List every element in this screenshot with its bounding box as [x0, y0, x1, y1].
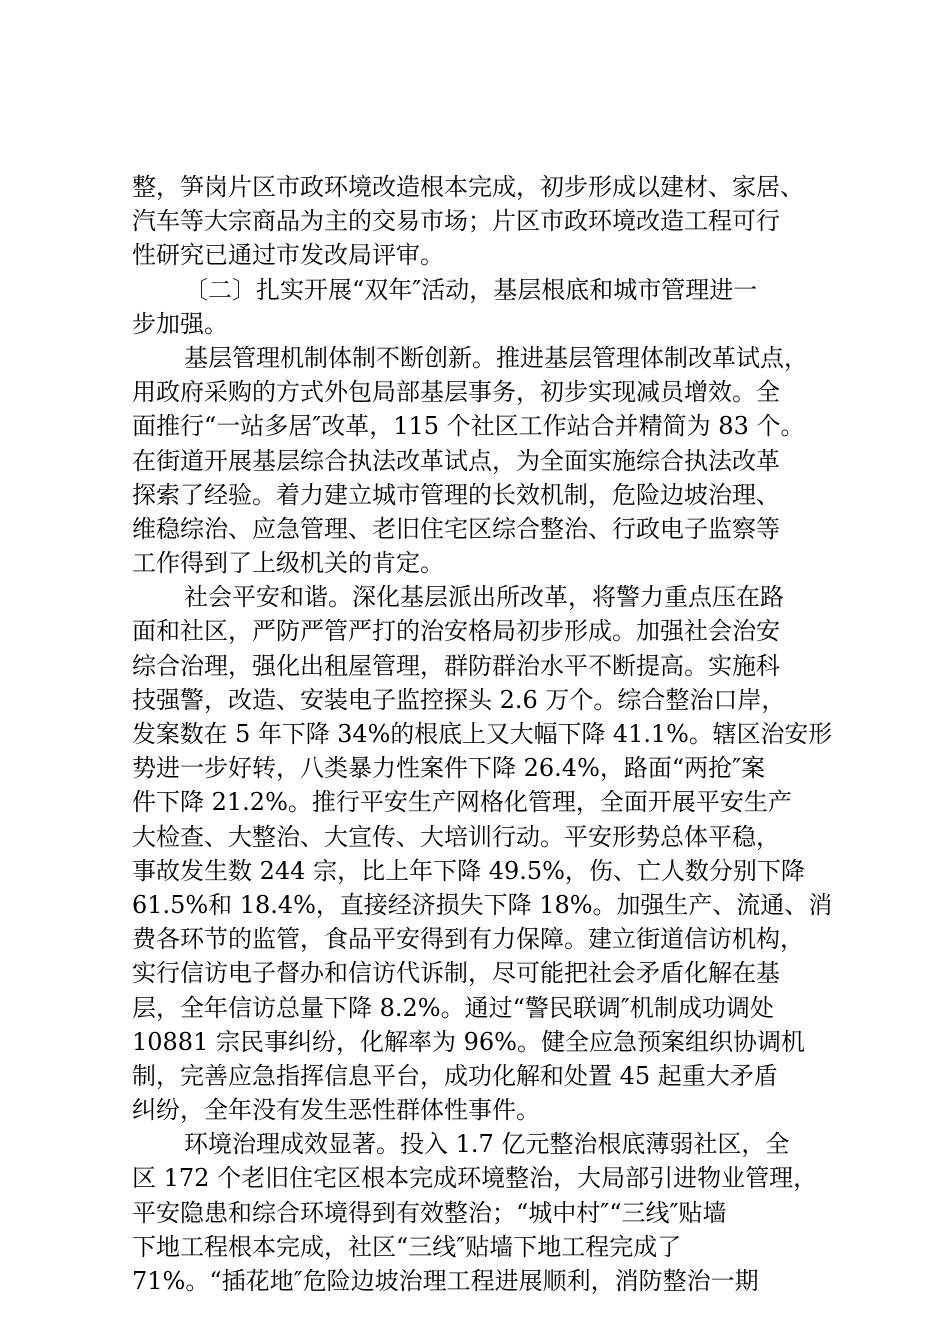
- text-line: 汽车等大宗商品为主的交易市场；片区市政环境改造工程可行: [132, 207, 780, 236]
- text-line: 区 172 个老旧住宅区根本完成环境整治，大局部引进物业管理，: [132, 1164, 818, 1193]
- text-line: 层，全年信访总量下降 8.2%。通过“警民联调″机制成功调处: [132, 993, 774, 1022]
- text-line: 用政府采购的方式外包局部基层事务，初步实现减员增效。全: [132, 378, 780, 407]
- text-line: 费各环节的监管，食品平安得到有力保障。建立街道信访机构，: [132, 925, 804, 954]
- text-line: 61.5%和 18.4%，直接经济损失下降 18%。加强生产、流通、消: [132, 890, 833, 919]
- text-line: 实行信访电子督办和信访代诉制，尽可能把社会矛盾化解在基: [132, 959, 780, 988]
- text-line: 整，笋岗片区市政环境改造根本完成，初步形成以建材、家居、: [132, 173, 804, 201]
- text-line: 维稳综治、应急管理、老旧住宅区综合整治、行政电子监察等: [132, 514, 780, 543]
- text-line: 环境治理成效显著。投入 1.7 亿元整治根底薄弱社区，全: [184, 1130, 790, 1159]
- text-line: 事故发生数 244 宗，比上年下降 49.5%，伤、亡人数分别下降: [132, 856, 805, 885]
- text-line: 71%。“插花地″危险边坡治理工程进展顺利，消防整治一期: [132, 1267, 759, 1295]
- text-line: 探索了经验。着力建立城市管理的长效机制，危险边坡治理、: [132, 480, 780, 509]
- text-line: 在街道开展基层综合执法改革试点，为全面实施综合执法改革: [132, 446, 780, 475]
- text-line: 纠纷，全年没有发生恶性群体性事件。: [132, 1096, 540, 1125]
- text-line: 社会平安和谐。深化基层派出所改革，将警力重点压在路: [184, 583, 784, 612]
- text-line: 技强警，改造、安装电子监控探头 2.6 万个。综合整治口岸，: [132, 685, 786, 714]
- text-line: 大检查、大整治、大宣传、大培训行动。平安形势总体平稳，: [132, 822, 780, 851]
- text-line: 综合治理，强化出租屋管理，群防群治水平不断提高。实施科: [132, 651, 780, 680]
- text-line: 制，完善应急指挥信息平台，成功化解和处置 45 起重大矛盾: [132, 1061, 778, 1090]
- body-text: [132, 170, 832, 1298]
- text-line: 件下降 21.2%。推行平安生产网格化管理，全面开展平安生产: [132, 788, 792, 817]
- text-line: 势进一步好转，八类暴力性案件下降 26.4%，路面“两抢″案: [132, 754, 766, 783]
- text-line: 性研究已通过市发改局评审。: [132, 241, 444, 270]
- text-line: 面和社区，严防严管严打的治安格局初步形成。加强社会治安: [132, 617, 780, 646]
- text-line: 10881 宗民事纠纷，化解率为 96%。健全应急预案组织协调机: [132, 1027, 805, 1056]
- text-line: 〔二〕扎实开展“双年″活动，基层根底和城市管理进一: [184, 275, 758, 304]
- text-line: 面推行“一站多居″改革，115 个社区工作站合并精简为 83 个。: [132, 412, 805, 441]
- text-line: 步加强。: [132, 309, 228, 338]
- text-line: 基层管理机制体制不断创新。推进基层管理体制改革试点，: [184, 343, 808, 372]
- text-line: 发案数在 5 年下降 34%的根底上又大幅下降 41.1%。辖区治安形: [132, 720, 833, 748]
- text-line: 下地工程根本完成，社区“三线″贴墙下地工程完成了: [132, 1232, 682, 1261]
- text-line: 工作得到了上级机关的肯定。: [132, 549, 444, 578]
- text-line: 平安隐患和综合环境得到有效整治；“城中村″“三线″贴墙: [132, 1198, 727, 1227]
